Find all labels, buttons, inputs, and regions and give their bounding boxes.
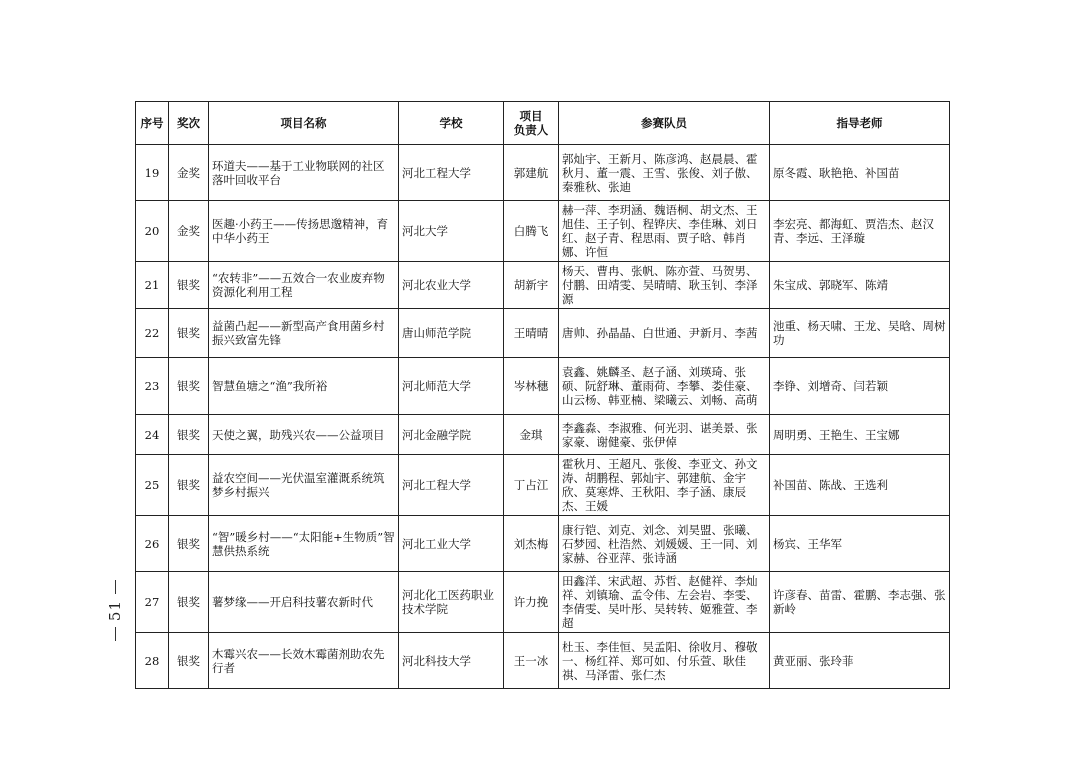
header-cell-school: 学校 bbox=[399, 102, 504, 145]
cell-award: 金奖 bbox=[169, 201, 209, 262]
cell-award: 银奖 bbox=[169, 455, 209, 516]
cell-no: 23 bbox=[136, 358, 169, 415]
table-row bbox=[136, 201, 950, 262]
cell-members: 康行铠、刘克、刘念、刘昊盟、张曦、石梦园、杜浩然、刘媛媛、王一同、刘家赫、谷亚萍、张诗涵 bbox=[559, 516, 770, 572]
cell-project: 智慧鱼塘之“渔”我所裕 bbox=[209, 358, 399, 415]
cell-leader: 刘杰梅 bbox=[504, 516, 559, 572]
cell-award: 金奖 bbox=[169, 145, 209, 201]
header-cell-advisors: 指导老师 bbox=[770, 102, 950, 145]
cell-advisors: 李宏亮、都海虹、贾浩杰、赵汉青、李远、王泽璇 bbox=[770, 201, 950, 262]
table-body bbox=[136, 145, 950, 689]
cell-members: 田鑫洋、宋武超、苏哲、赵健祥、李灿祥、刘镇瑜、孟令伟、左会岩、李雯、李倩雯、吴叶彤、吴转转、姬雅萱、李超 bbox=[559, 572, 770, 633]
cell-members: 袁鑫、姚麟圣、赵子涵、刘瑛琦、张硕、阮舒琳、董雨荷、李攀、娄佳豪、山云杨、韩亚楠、梁曦云、刘畅、高萌 bbox=[559, 358, 770, 415]
cell-award: 银奖 bbox=[169, 572, 209, 633]
table-header bbox=[136, 102, 950, 145]
cell-award: 银奖 bbox=[169, 262, 209, 309]
cell-project: 环道夫——基于工业物联网的社区落叶回收平台 bbox=[209, 145, 399, 201]
table-header-row bbox=[136, 102, 950, 145]
cell-members: 霍秋月、王超凡、张俊、李亚文、孙文涛、胡鹏程、郭灿宇、郭建航、金宇欣、莫寒烨、王秋阳、李子涵、康辰杰、王媛 bbox=[559, 455, 770, 516]
cell-members: 杜玉、李佳恒、吴孟阳、徐收月、穆敬一、杨红祥、郑可如、付乐萱、耿佳祺、马泽雷、张仁杰 bbox=[559, 633, 770, 689]
cell-school: 河北化工医药职业技术学院 bbox=[399, 572, 504, 633]
page-number-value: 51 bbox=[106, 600, 124, 622]
cell-no: 27 bbox=[136, 572, 169, 633]
cell-leader: 王一冰 bbox=[504, 633, 559, 689]
cell-leader: 白腾飞 bbox=[504, 201, 559, 262]
cell-advisors: 李铮、刘增奇、闫若颖 bbox=[770, 358, 950, 415]
cell-award: 银奖 bbox=[169, 516, 209, 572]
cell-leader: 金琪 bbox=[504, 415, 559, 455]
header-cell-members: 参赛队员 bbox=[559, 102, 770, 145]
header-cell-award: 奖次 bbox=[169, 102, 209, 145]
cell-school: 河北金融学院 bbox=[399, 415, 504, 455]
table-row bbox=[136, 262, 950, 309]
cell-school: 河北工业大学 bbox=[399, 516, 504, 572]
awards-table bbox=[135, 101, 950, 689]
cell-no: 22 bbox=[136, 309, 169, 358]
cell-leader: 丁占江 bbox=[504, 455, 559, 516]
cell-no: 19 bbox=[136, 145, 169, 201]
cell-school: 唐山师范学院 bbox=[399, 309, 504, 358]
cell-project: 木霉兴农——长效木霉菌剂助农先行者 bbox=[209, 633, 399, 689]
table-row bbox=[136, 516, 950, 572]
cell-advisors: 杨宾、王华军 bbox=[770, 516, 950, 572]
cell-project: 天使之翼，助残兴农——公益项目 bbox=[209, 415, 399, 455]
cell-project: “农转非”——五效合一农业废弃物资源化利用工程 bbox=[209, 262, 399, 309]
cell-project: 医趣·小药王——传扬思邈精神，育中华小药王 bbox=[209, 201, 399, 262]
table-row bbox=[136, 633, 950, 689]
cell-no: 20 bbox=[136, 201, 169, 262]
page-number-dash-bottom bbox=[115, 627, 116, 641]
cell-members: 杨天、曹冉、张帆、陈亦萱、马贺男、付鹏、田靖雯、吴晴晴、耿玉钊、李泽源 bbox=[559, 262, 770, 309]
cell-project: 薯梦缘——开启科技薯农新时代 bbox=[209, 572, 399, 633]
cell-award: 银奖 bbox=[169, 358, 209, 415]
cell-project: 益农空间——光伏温室灌溉系统筑梦乡村振兴 bbox=[209, 455, 399, 516]
cell-advisors: 原冬霞、耿艳艳、补国苗 bbox=[770, 145, 950, 201]
cell-leader: 郭建航 bbox=[504, 145, 559, 201]
cell-school: 河北农业大学 bbox=[399, 262, 504, 309]
cell-members: 唐帅、孙晶晶、白世通、尹新月、李茜 bbox=[559, 309, 770, 358]
cell-advisors: 黄亚丽、张玲菲 bbox=[770, 633, 950, 689]
cell-no: 21 bbox=[136, 262, 169, 309]
cell-advisors: 补国苗、陈战、王选利 bbox=[770, 455, 950, 516]
cell-members: 李鑫淼、李淑雅、何光羽、谌美景、张家豪、谢健豪、张伊倬 bbox=[559, 415, 770, 455]
cell-award: 银奖 bbox=[169, 633, 209, 689]
cell-project: “智”暖乡村——“太阳能+生物质”智慧供热系统 bbox=[209, 516, 399, 572]
cell-school: 河北工程大学 bbox=[399, 145, 504, 201]
cell-advisors: 池重、杨天啸、王龙、吴晗、周树功 bbox=[770, 309, 950, 358]
cell-advisors: 周明勇、王艳生、王宝娜 bbox=[770, 415, 950, 455]
cell-award: 银奖 bbox=[169, 415, 209, 455]
cell-no: 26 bbox=[136, 516, 169, 572]
cell-no: 28 bbox=[136, 633, 169, 689]
table-row bbox=[136, 415, 950, 455]
cell-school: 河北科技大学 bbox=[399, 633, 504, 689]
cell-leader: 王晴晴 bbox=[504, 309, 559, 358]
cell-school: 河北师范大学 bbox=[399, 358, 504, 415]
cell-school: 河北工程大学 bbox=[399, 455, 504, 516]
cell-leader: 许力挽 bbox=[504, 572, 559, 633]
cell-project: 益菌凸起——新型高产食用菌乡村振兴致富先锋 bbox=[209, 309, 399, 358]
cell-members: 郭灿宇、王新月、陈彦鸿、赵晨晨、霍秋月、董一震、王雪、张俊、刘子傲、秦雅秋、张迪 bbox=[559, 145, 770, 201]
cell-school: 河北大学 bbox=[399, 201, 504, 262]
header-cell-no: 序号 bbox=[136, 102, 169, 145]
cell-advisors: 朱宝成、郭晓军、陈靖 bbox=[770, 262, 950, 309]
table-row bbox=[136, 309, 950, 358]
cell-no: 24 bbox=[136, 415, 169, 455]
page-number bbox=[104, 578, 126, 643]
cell-members: 赫一萍、李玥涵、魏语桐、胡文杰、王旭佳、王子钊、程铧庆、李佳琳、刘日红、赵子青、程思雨、贾子晗、韩肖娜、许恒 bbox=[559, 201, 770, 262]
header-cell-project: 项目名称 bbox=[209, 102, 399, 145]
table-row bbox=[136, 455, 950, 516]
table-row bbox=[136, 145, 950, 201]
cell-leader: 胡新宇 bbox=[504, 262, 559, 309]
cell-advisors: 许彦春、苗雷、霍鹏、李志强、张新岭 bbox=[770, 572, 950, 633]
table-row bbox=[136, 358, 950, 415]
cell-leader: 岑林穗 bbox=[504, 358, 559, 415]
cell-no: 25 bbox=[136, 455, 169, 516]
table-row bbox=[136, 572, 950, 633]
page-number-dash-top bbox=[115, 580, 116, 594]
cell-award: 银奖 bbox=[169, 309, 209, 358]
header-cell-leader: 项目 负责人 bbox=[504, 102, 559, 145]
